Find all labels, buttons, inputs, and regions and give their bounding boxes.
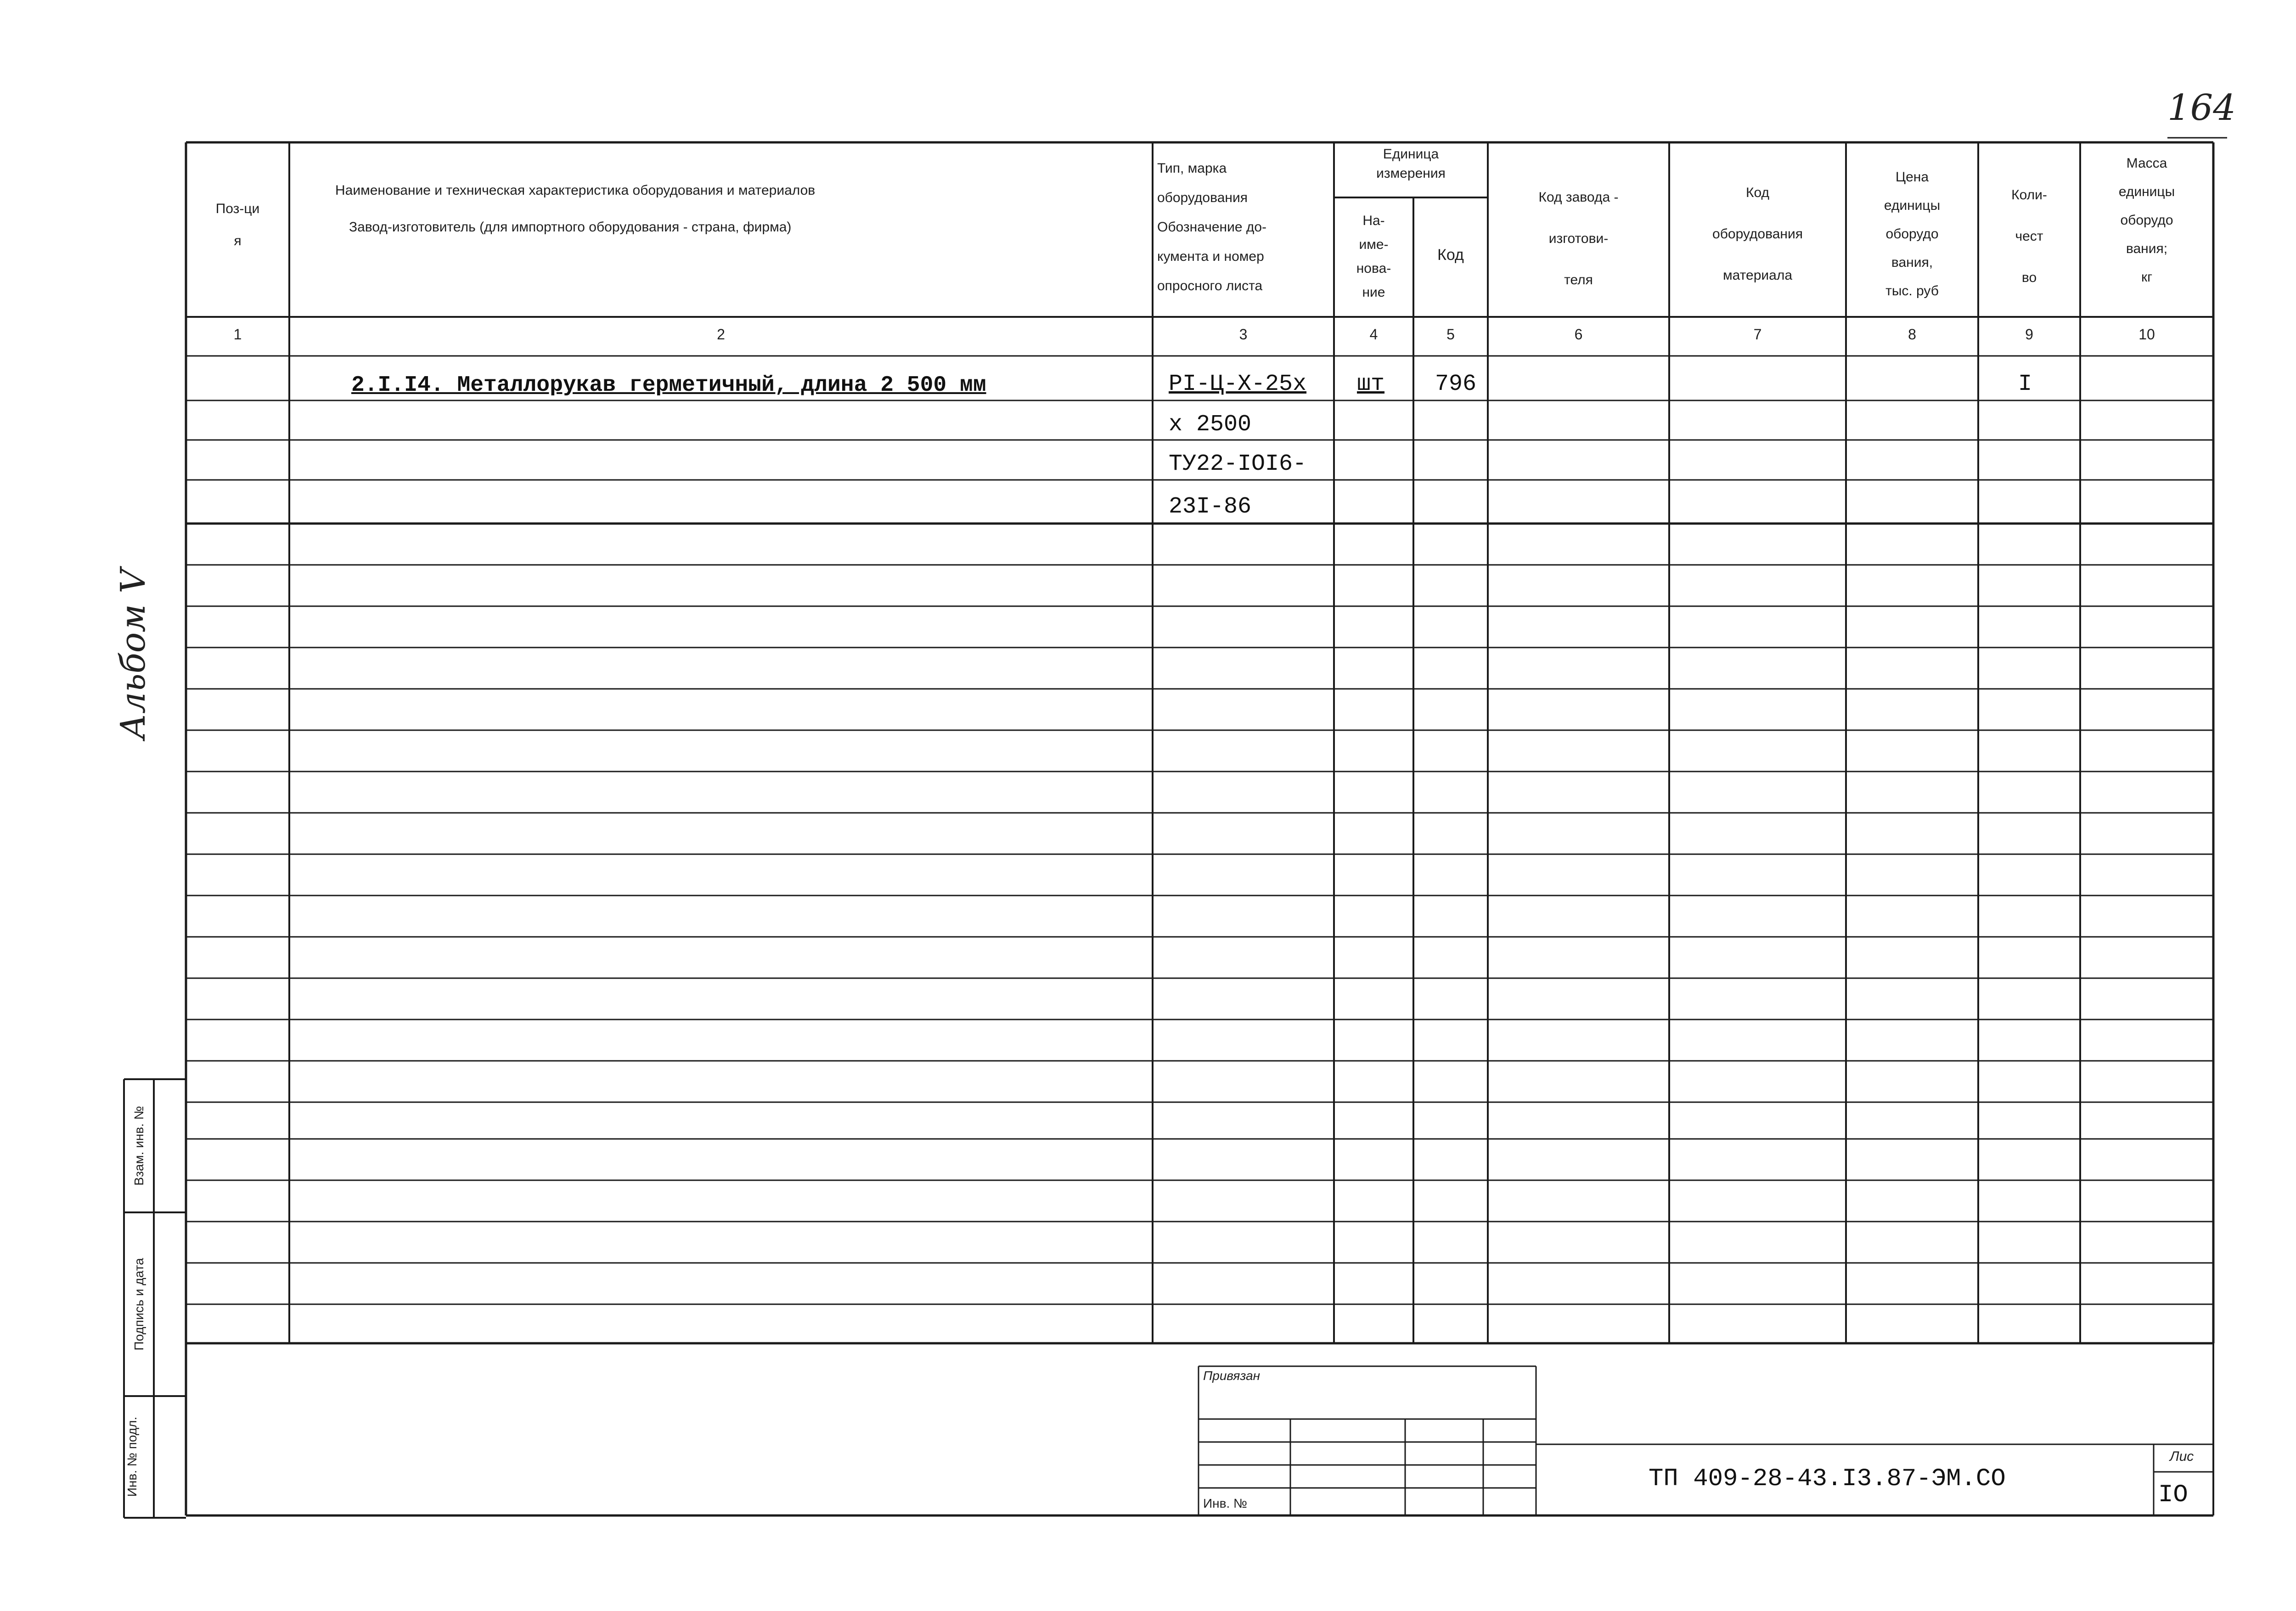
col-number-3: 3 — [1239, 326, 1248, 343]
page-mark: 164 — [2167, 87, 2236, 129]
header-unit-l2: измерения — [1376, 166, 1446, 181]
row-3-type: ТУ22-IOI6- — [1169, 451, 1307, 477]
col-number-4: 4 — [1369, 326, 1378, 343]
col-number-9: 9 — [2025, 326, 2033, 343]
header-name-line2: Завод-изготовитель (для импортного оборудования - страна, фирма) — [349, 220, 792, 235]
header-type-l4: кумента и номер — [1157, 249, 1264, 264]
header-unit-name-l1: На- — [1362, 213, 1385, 228]
header-position — [186, 193, 289, 257]
row-1-type: PI-Ц-Х-25х — [1169, 371, 1307, 397]
column-dividers — [289, 142, 2080, 1343]
header-mass-l1: Масса — [2126, 156, 2167, 171]
header-type-l5: опросного листа — [1157, 278, 1263, 293]
sheet-number: IO — [2158, 1481, 2188, 1509]
header-mass-l4: вания; — [2126, 241, 2168, 256]
header-quantity-l1: Коли- — [2011, 187, 2047, 203]
header-price — [1846, 163, 1978, 305]
header-unit-group — [1334, 145, 1488, 183]
header-unit-name-l2: име- — [1359, 237, 1389, 252]
header-type-l1: Тип, марка — [1157, 161, 1227, 176]
header-quantity-l2: чест — [2015, 229, 2043, 244]
title-privyazan: Привязан — [1203, 1369, 1261, 1383]
header-name-line1: Наименование и техническая характеристика оборудования и материалов — [335, 183, 816, 198]
header-unit-code: Код — [1437, 246, 1464, 264]
header-position-text: Поз-ция — [215, 201, 260, 248]
row-4-type: 23I-86 — [1169, 494, 1252, 520]
header-price-l5: тыс. руб — [1885, 283, 1939, 299]
header-mass-l2: единицы — [2118, 184, 2175, 199]
header-factory-l3: теля — [1564, 272, 1593, 287]
header-unit-name-l4: ние — [1362, 285, 1385, 300]
col-number-1: 1 — [233, 326, 242, 343]
row-1-quantity: I — [2018, 371, 2032, 397]
header-equipment-l3: материала — [1722, 268, 1793, 283]
header-quantity-l3: во — [2021, 270, 2037, 285]
title-block-grid — [1199, 1366, 2213, 1515]
header-unit-name-l3: нова- — [1356, 261, 1391, 276]
header-type-l2: оборудования — [1157, 190, 1248, 205]
header-name — [298, 179, 1088, 239]
header-type — [1157, 154, 1332, 301]
row-2-type: х 2500 — [1169, 411, 1252, 438]
header-mass — [2080, 149, 2213, 292]
header-unit-l1: Единица — [1383, 146, 1439, 162]
header-quantity — [1978, 175, 2080, 299]
header-price-l3: оборудо — [1885, 226, 1939, 242]
header-price-l1: Цена — [1895, 169, 1929, 185]
header-unit-name — [1334, 209, 1413, 304]
stamp-inv-vzam: Взам. инв. № — [132, 1106, 146, 1186]
col-number-2: 2 — [717, 326, 725, 343]
col-number-5: 5 — [1446, 326, 1455, 343]
row-1-unit: шт — [1357, 371, 1385, 397]
title-inv-no: Инв. № — [1203, 1496, 1248, 1510]
document-code: ТП 409-28-43.I3.87-ЭМ.СО — [1649, 1465, 2006, 1493]
row-lines — [186, 400, 2213, 1343]
row-1-code: 796 — [1435, 371, 1477, 397]
row-1-name: 2.I.I4. Металлорукав герметичный, длина 2 500 мм — [351, 373, 986, 398]
header-price-l2: единицы — [1884, 198, 1941, 213]
header-factory-l1: Код завода - — [1538, 190, 1619, 205]
header-equipment-code — [1669, 172, 1846, 296]
sheet-label: Лис — [2170, 1449, 2194, 1464]
header-factory-code — [1488, 177, 1669, 301]
col-number-6: 6 — [1574, 326, 1583, 343]
header-type-l3: Обозначение до- — [1157, 220, 1267, 235]
header-price-l4: вания, — [1891, 255, 1933, 270]
header-factory-l2: изготови- — [1548, 231, 1609, 246]
header-equipment-l1: Код — [1745, 185, 1769, 200]
header-mass-l5: кг — [2141, 270, 2153, 285]
album-label: Альбом V — [113, 569, 153, 739]
header-mass-l3: оборудо — [2120, 213, 2173, 228]
stamp-inv-podl: Инв. № подл. — [125, 1416, 139, 1497]
stamp-signature-date: Подпись и дата — [132, 1258, 146, 1351]
col-number-8: 8 — [1908, 326, 1916, 343]
col-number-10: 10 — [2138, 326, 2155, 343]
col-number-7: 7 — [1753, 326, 1762, 343]
header-equipment-l2: оборудования — [1712, 226, 1803, 242]
